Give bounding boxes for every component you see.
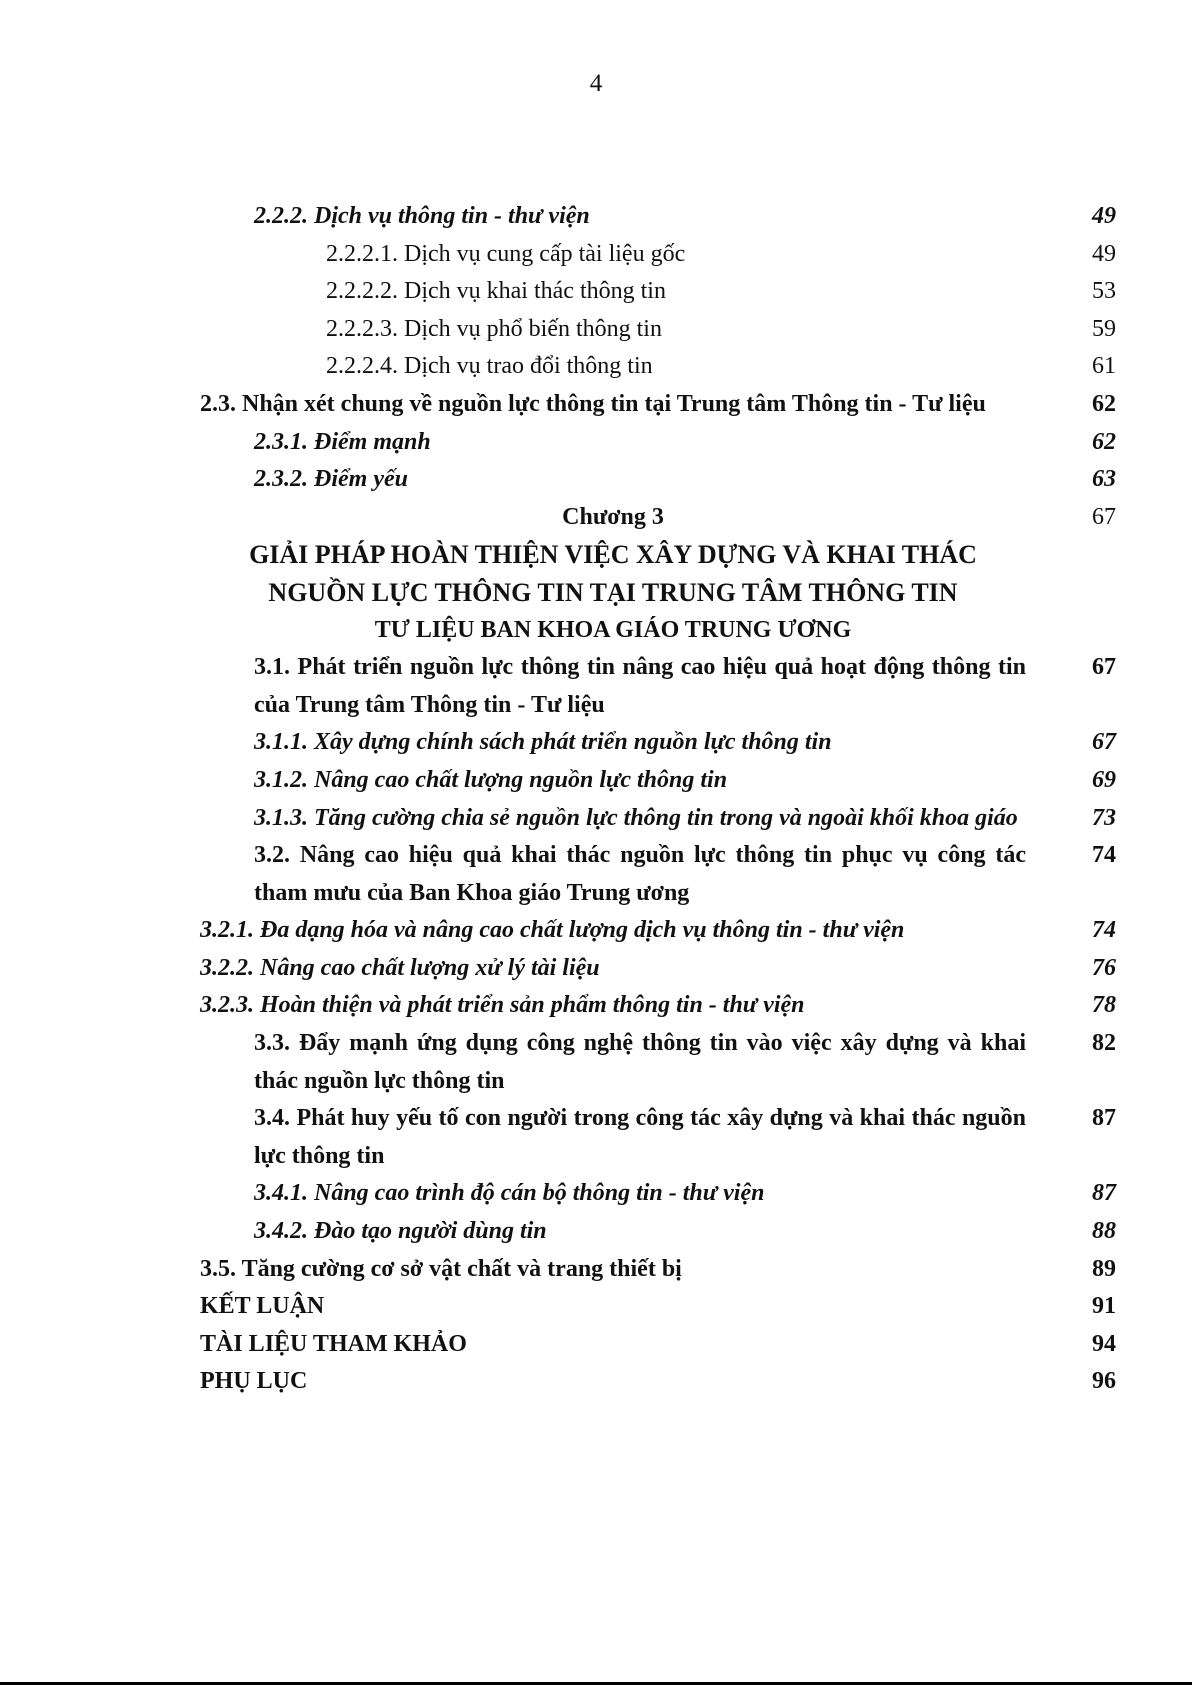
toc-entry-page: 69 (1092, 766, 1116, 793)
toc-entry-page: 49 (1092, 203, 1116, 229)
toc-entry-text: 2.2.2.3. Dịch vụ phổ biến thông tin (326, 315, 662, 342)
toc-entry-page: 74 (1092, 842, 1116, 869)
toc-entry-page: 89 (1092, 1255, 1116, 1282)
toc-entry-text: 3.2.3. Hoàn thiện và phát triển sản phẩm thông tin - thư viện (200, 992, 805, 1019)
toc-entry-page: 76 (1092, 954, 1116, 981)
toc-entry-text: 3.5. Tăng cường cơ sở vật chất và trang thiết bị (200, 1255, 682, 1282)
toc-entry-page: 82 (1092, 1030, 1116, 1057)
toc-entry-text: 2.2.2.4. Dịch vụ trao đổi thông tin (326, 353, 653, 380)
toc-entry-page: 87 (1092, 1180, 1116, 1207)
toc-entry-text: 2.2.2.1. Dịch vụ cung cấp tài liệu gốc (326, 240, 686, 267)
toc-entry-page: 67 (1092, 654, 1116, 681)
toc-entry-text: 3.4.1. Nâng cao trình độ cán bộ thông tin - thư viện (254, 1180, 765, 1207)
toc-entry (200, 912, 1116, 950)
toc-entry (200, 1251, 1116, 1289)
toc-entry-page: 67 (1092, 729, 1116, 756)
page-number: 4 (589, 70, 603, 97)
toc-entry (200, 649, 1116, 724)
toc-entry-page: 74 (1092, 917, 1116, 944)
toc-entry (200, 837, 1116, 912)
chapter-title-line-2: NGUỒN LỰC THÔNG TIN TẠI TRUNG TÂM THÔNG TIN (268, 577, 958, 607)
toc-entry (200, 950, 1116, 988)
toc-entry (200, 1100, 1116, 1175)
toc-entry-text: 3.2. Nâng cao hiệu quả khai thác nguồn lực thông tin phục vụ công tác tham mưu của Ban Khoa giáo Trung ương (254, 842, 1026, 906)
toc-entry (200, 461, 1116, 499)
toc-entry-page: 62 (1092, 428, 1116, 455)
toc-entry (200, 1175, 1116, 1213)
toc-entry-page: 78 (1092, 992, 1116, 1019)
toc-entry-text: 3.4.2. Đào tạo người dùng tin (254, 1218, 547, 1245)
toc-entry-page: 49 (1092, 240, 1116, 267)
toc-entry (200, 800, 1116, 838)
toc-entry (200, 1025, 1116, 1100)
toc-entry-text: KẾT LUẬN (200, 1293, 325, 1320)
chapter-page: 67 (1092, 503, 1116, 530)
toc-entry-text: 3.1.3. Tăng cường chia sẻ nguồn lực thông tin trong và ngoài khối khoa giáo (254, 804, 1018, 831)
toc-entry (200, 386, 1116, 424)
toc-entry-text: 2.3. Nhận xét chung về nguồn lực thông tin tại Trung tâm Thông tin - Tư liệu (200, 390, 986, 417)
chapter-label (200, 499, 1116, 537)
toc-entry-page: 62 (1092, 390, 1116, 417)
toc-entry (200, 311, 1116, 349)
toc-entry-text: 3.2.2. Nâng cao chất lượng xử lý tài liệu (200, 954, 600, 981)
table-of-contents (200, 198, 1116, 1401)
toc-entry (200, 1288, 1116, 1326)
toc-entry (200, 1363, 1116, 1401)
chapter-label-text: Chương 3 (562, 503, 664, 530)
toc-entry-page: 61 (1092, 353, 1116, 380)
toc-entry (200, 724, 1116, 762)
toc-entry (200, 424, 1116, 462)
toc-entry-page: 88 (1092, 1218, 1116, 1245)
chapter-title-line-3: TƯ LIỆU BAN KHOA GIÁO TRUNG ƯƠNG (374, 616, 852, 643)
toc-entry-text: 3.1.1. Xây dựng chính sách phát triển nguồn lực thông tin (254, 729, 832, 756)
toc-entry-text: 3.2.1. Đa dạng hóa và nâng cao chất lượng dịch vụ thông tin - thư viện (200, 917, 905, 944)
toc-entry-page: 87 (1092, 1105, 1116, 1132)
toc-entry (200, 198, 1116, 236)
toc-entry-text: 3.1. Phát triển nguồn lực thông tin nâng cao hiệu quả hoạt động thông tin của Trung tâm Thông tin - Tư liệu (254, 654, 1026, 718)
toc-entry (200, 236, 1116, 274)
toc-entry-page: 94 (1092, 1330, 1116, 1357)
toc-entry-text: PHỤ LỤC (200, 1368, 308, 1395)
toc-entry-text: 3.3. Đẩy mạnh ứng dụng công nghệ thông tin vào việc xây dựng và khai thác nguồn lực thông tin (254, 1030, 1026, 1094)
toc-entry (200, 762, 1116, 800)
chapter-title-line-1: GIẢI PHÁP HOÀN THIỆN VIỆC XÂY DỰNG VÀ KHAI THÁC (249, 540, 977, 570)
toc-entry-text: 2.3.2. Điểm yếu (254, 466, 408, 493)
toc-entry (200, 348, 1116, 386)
toc-entry-page: 91 (1092, 1293, 1116, 1320)
toc-entry-text: 3.1.2. Nâng cao chất lượng nguồn lực thông tin (254, 766, 728, 793)
toc-entry (200, 273, 1116, 311)
toc-entry-text: 2.2.2.2. Dịch vụ khai thác thông tin (326, 278, 666, 305)
toc-entry (200, 987, 1116, 1025)
toc-entry-page: 59 (1092, 315, 1116, 342)
toc-entry-text: TÀI LIỆU THAM KHẢO (200, 1330, 467, 1357)
toc-entry-text: 3.4. Phát huy yếu tố con người trong công tác xây dựng và khai thác nguồn lực thông tin (254, 1105, 1026, 1169)
toc-entry-text: 2.3.1. Điểm mạnh (254, 428, 431, 455)
toc-entry-page: 53 (1092, 278, 1116, 305)
toc-entry-page: 73 (1092, 804, 1116, 831)
toc-entry-page: 63 (1092, 466, 1116, 493)
toc-entry-page: 96 (1092, 1368, 1116, 1395)
toc-entry (200, 1326, 1116, 1364)
toc-entry (200, 1213, 1116, 1251)
toc-entry-text: 2.2.2. Dịch vụ thông tin - thư viện (254, 203, 590, 229)
